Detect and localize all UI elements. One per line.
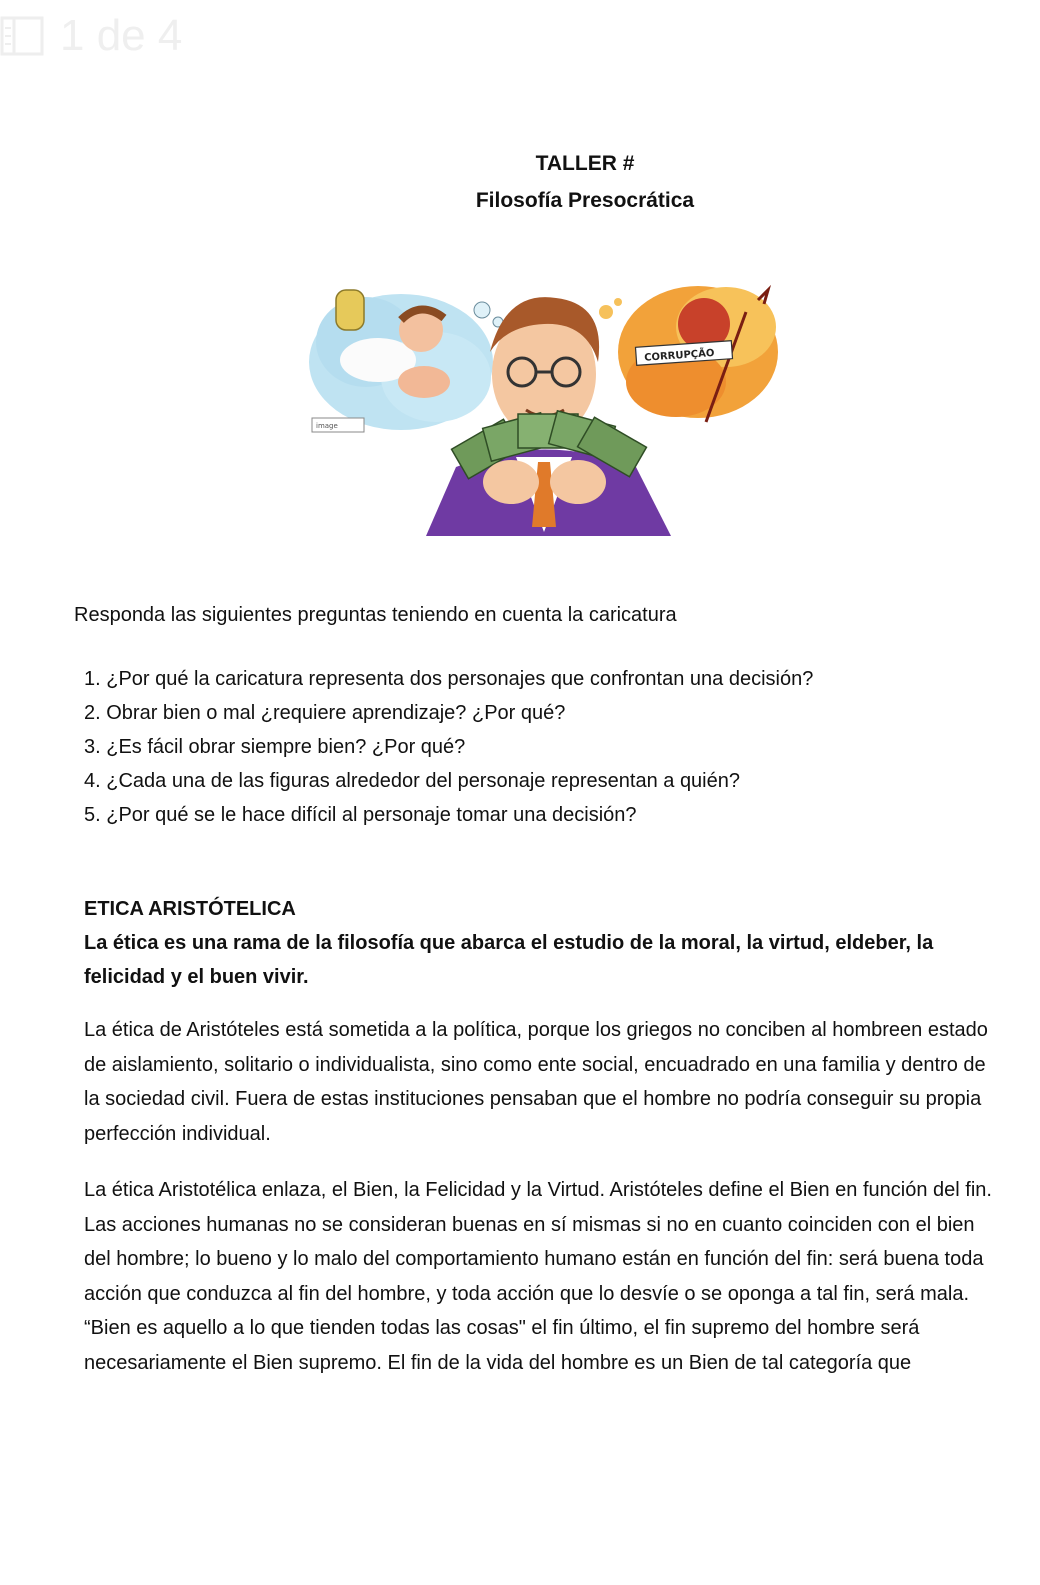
image-watermark: image	[316, 422, 338, 430]
section-lead: La ética es una rama de la filosofía que abarca el estudio de la moral, la virtud, eldeber, la felicidad y el buen vivir.	[84, 932, 934, 988]
page-indicator[interactable]	[0, 11, 183, 60]
instructions: Responda las siguientes preguntas teniendo en cuenta la caricatura	[74, 604, 677, 626]
question-item: 1. ¿Por qué la caricatura representa dos personajes que confrontan una decisión?	[84, 668, 814, 690]
paragraph: La ética Aristotélica enlaza, el Bien, la Felicidad y la Virtud. Aristóteles define el Bien en función del fin. Las acciones humanas no se consideran buenas en sí mismas si no en cuanto coinciden con el bien del hombre; lo bueno y lo malo del comportamiento humano están en función del fin: será buena toda acción que conduzca al fin del hombre, y toda acción que lo desvíe o se oponga a tal fin, será mala. “Bien es aquello a lo que tienden todas las cosas" el fin último, el fin supremo del hombre será necesariamente el Bien supremo. El fin de la vida del hombre es un Bien de tal categoría que	[84, 1179, 992, 1374]
caricature-image	[306, 282, 782, 536]
corruption-sign: CORRUPÇÃO	[643, 347, 715, 364]
angel-cloud	[309, 290, 503, 430]
page-number: 1 de 4	[60, 11, 183, 60]
page-title: TALLER #	[535, 152, 635, 175]
page-subtitle: Filosofía Presocrática	[475, 189, 695, 212]
question-item: 3. ¿Es fácil obrar siempre bien? ¿Por qué?	[84, 736, 466, 758]
question-item: 5. ¿Por qué se le hace difícil al personaje tomar una decisión?	[84, 804, 637, 826]
question-item: 2. Obrar bien o mal ¿requiere aprendizaje? ¿Por qué?	[84, 702, 566, 724]
question-item: 4. ¿Cada una de las figuras alrededor del personaje representan a quién?	[84, 770, 740, 792]
section-heading: ETICA ARISTÓTELICA	[84, 898, 296, 920]
question-list	[84, 664, 824, 834]
paragraph: La ética de Aristóteles está sometida a la política, porque los griegos no conciben al hombreen estado de aislamiento, solitario o individualista, sino como ente social, encuadrado en una familia y dentro de la sociedad civil. Fuera de estas instituciones pensaban que el hombre no podría conseguir su propia perfección individual.	[84, 1019, 988, 1145]
devil-cloud	[599, 286, 778, 422]
page-thumbnail-icon	[0, 16, 44, 56]
